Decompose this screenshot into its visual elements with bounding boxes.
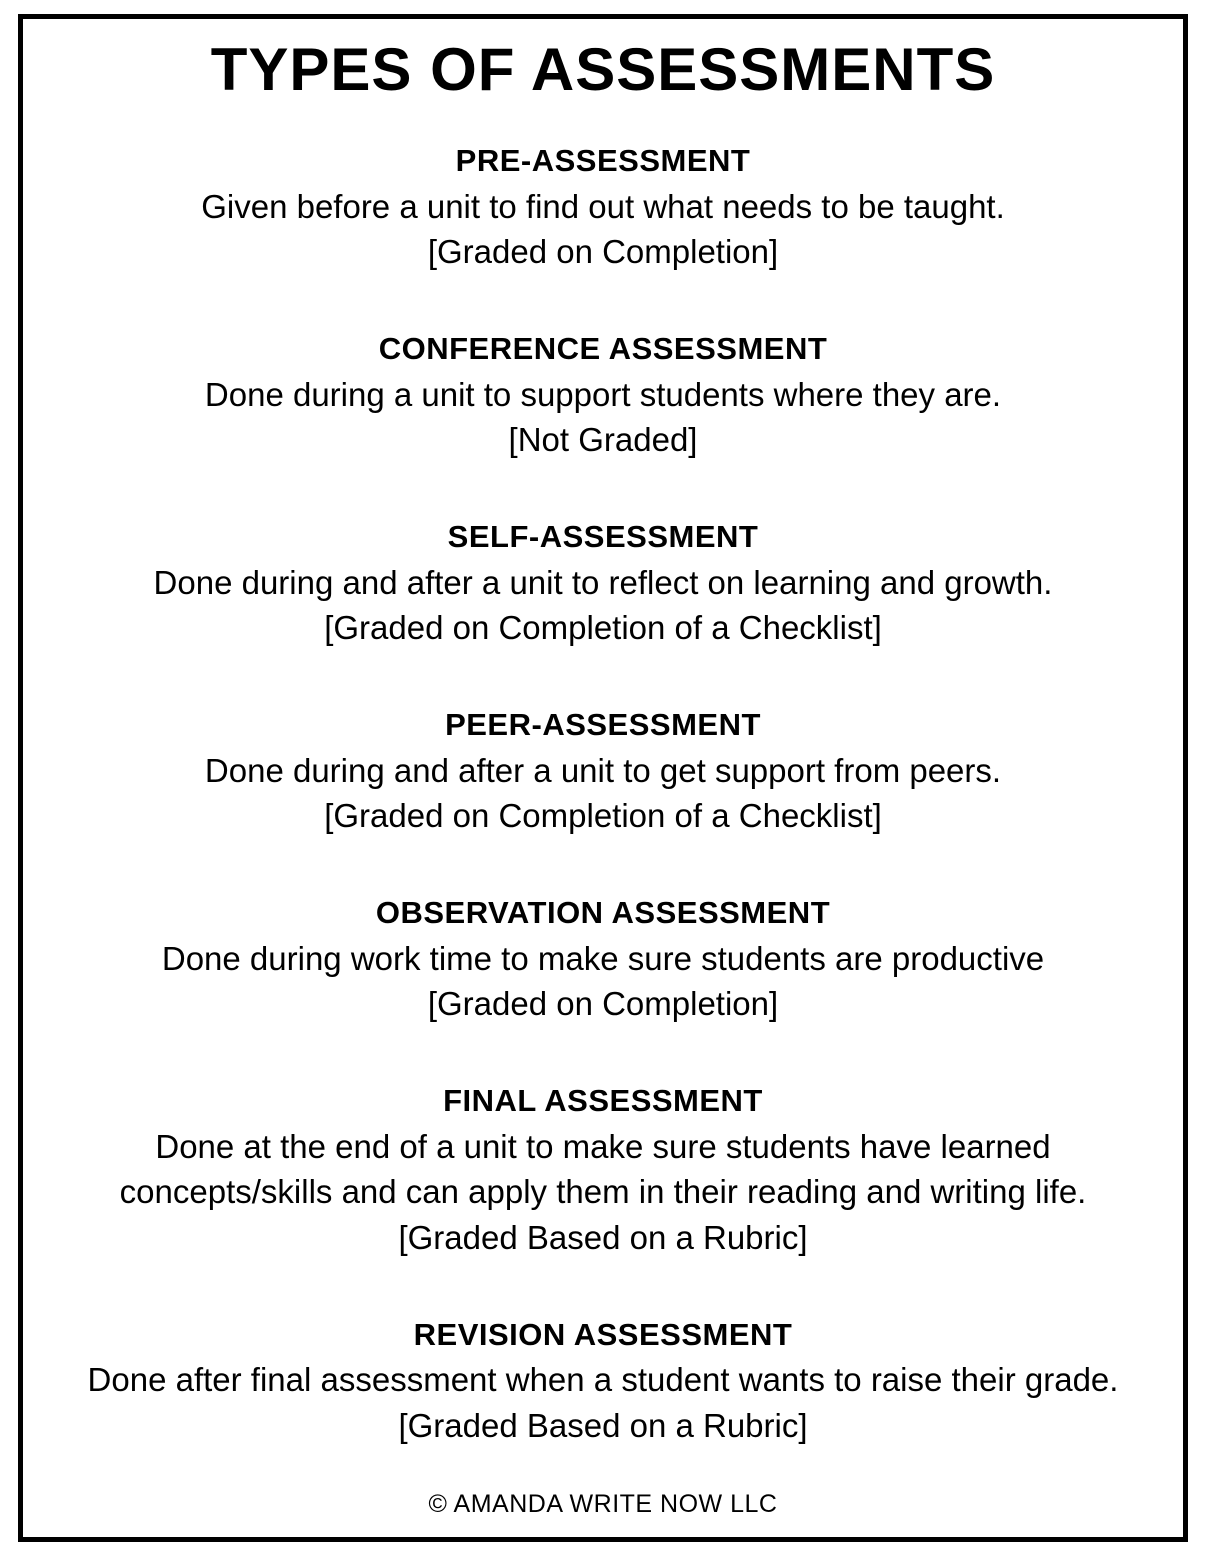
section-observation-assessment [67, 891, 1139, 1027]
section-self-assessment [67, 515, 1139, 651]
section-final-assessment [67, 1079, 1139, 1261]
page-border-frame [18, 14, 1188, 1542]
page-title: TYPES OF ASSESSMENTS [210, 36, 996, 103]
section-pre-assessment [67, 139, 1139, 275]
section-description: Done during and after a unit to reflect on learning and growth. [153, 563, 1053, 601]
section-grading: [Graded on Completion] [427, 985, 779, 1023]
section-heading: PEER-ASSESSMENT [445, 707, 761, 742]
section-peer-assessment [67, 703, 1139, 839]
section-description: Done during a unit to support students where they are. [204, 375, 1002, 413]
section-grading: [Graded Based on a Rubric] [398, 1219, 808, 1256]
section-grading: [Graded on Completion of a Checklist] [324, 609, 882, 647]
section-revision-assessment [67, 1313, 1139, 1449]
section-heading: SELF-ASSESSMENT [447, 519, 759, 554]
section-grading: [Graded Based on a Rubric] [398, 1407, 808, 1444]
section-conference-assessment [67, 327, 1139, 463]
section-heading: OBSERVATION ASSESSMENT [375, 895, 831, 930]
section-description: Given before a unit to find out what needs to be taught. [201, 187, 1005, 225]
section-grading: [Graded on Completion] [427, 233, 779, 271]
section-grading: [Graded on Completion of a Checklist] [324, 797, 882, 835]
copyright-notice: © AMANDA WRITE NOW LLC [428, 1490, 778, 1518]
section-grading: [Not Graded] [508, 421, 698, 459]
section-heading: PRE-ASSESSMENT [455, 143, 751, 178]
section-heading: CONFERENCE ASSESSMENT [378, 331, 828, 366]
section-description: Done during and after a unit to get support from peers. [204, 751, 1002, 789]
section-description: Done at the end of a unit to make sure students have learned concepts/skills and can apply them in their reading and writing life. [119, 1127, 1087, 1211]
sections-list [67, 139, 1139, 1449]
section-heading: FINAL ASSESSMENT [443, 1083, 763, 1118]
section-heading: REVISION ASSESSMENT [413, 1316, 793, 1352]
section-description: Done during work time to make sure students are productive [161, 939, 1045, 977]
section-description: Done after final assessment when a student wants to raise their grade. [87, 1361, 1119, 1399]
